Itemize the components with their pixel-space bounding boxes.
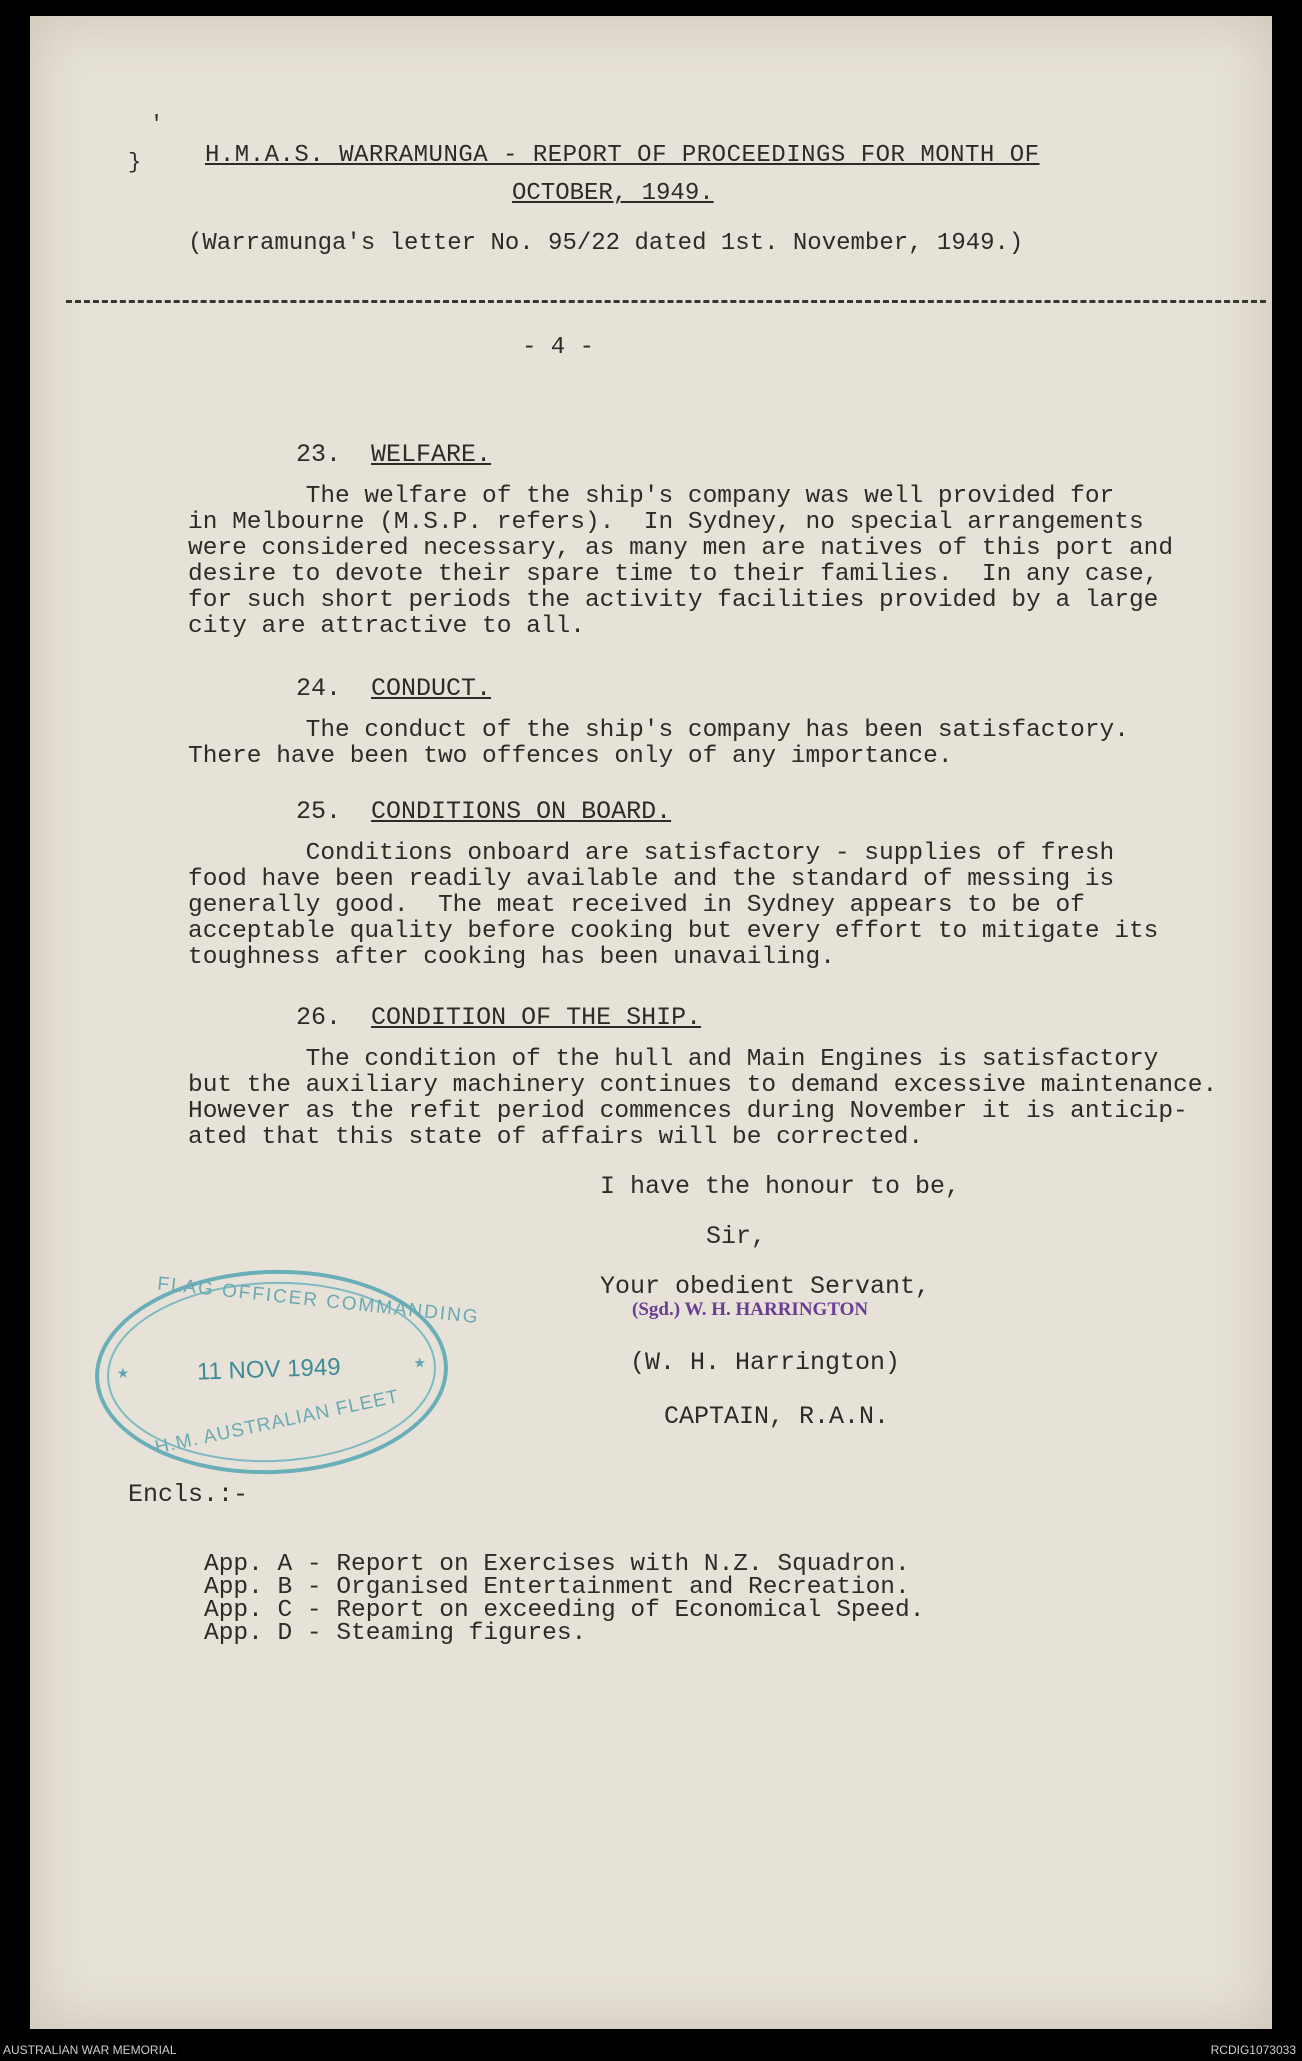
text-line: were considered necessary, as many men are natives of this port and	[188, 535, 1174, 562]
text-line: in Melbourne (M.S.P. refers). In Sydney, no special arrangements	[188, 509, 1144, 536]
text-line: The welfare of the ship's company was well provided for	[188, 483, 1115, 510]
text-line: The condition of the hull and Main Engines is satisfactory	[188, 1046, 1159, 1073]
section-title: CONDITION OF THE SHIP.	[371, 1003, 702, 1032]
text-line: food have been readily available and the standard of messing is	[188, 866, 1115, 893]
enclosures-label: Encls.:-	[128, 1480, 249, 1509]
document-title: H.M.A.S. WARRAMUNGA - REPORT OF PROCEEDINGS FOR MONTH OF	[205, 142, 1040, 169]
dashed-divider	[66, 300, 1266, 303]
section-number: 26.	[296, 1003, 342, 1032]
section-title: CONDITIONS ON BOARD.	[371, 797, 672, 826]
text-line: Conditions onboard are satisfactory - supplies of fresh	[188, 840, 1115, 867]
text-line: desire to devote their spare time to their families. In any case,	[188, 561, 1159, 588]
closing-honour: I have the honour to be,	[600, 1172, 961, 1201]
footer-source: AUSTRALIAN WAR MEMORIAL	[3, 2043, 177, 2057]
stamp-top-text: FLAG OFFICER COMMANDING	[156, 1273, 481, 1329]
text-line: toughness after cooking has been unavailing.	[188, 944, 835, 971]
text-line: generally good. The meat received in Sydney appears to be of	[188, 892, 1085, 919]
list-item: App. A - Report on Exercises with N.Z. Squadron.	[204, 1551, 910, 1578]
margin-mark: }	[128, 150, 142, 175]
text-line: for such short periods the activity facilities provided by a large	[188, 587, 1159, 614]
list-item: App. C - Report on exceeding of Economical Speed.	[204, 1597, 925, 1624]
section-title: CONDUCT.	[371, 674, 492, 703]
stamp-bottom-text: H.M. AUSTRALIAN FLEET	[153, 1386, 402, 1459]
letter-reference: (Warramunga's letter No. 95/22 dated 1st. November, 1949.)	[188, 230, 1024, 257]
section-number: 25.	[296, 797, 342, 826]
document-title-line2: OCTOBER, 1949.	[512, 180, 714, 207]
list-item: App. B - Organised Entertainment and Recreation.	[204, 1574, 910, 1601]
signatory-rank: CAPTAIN, R.A.N.	[664, 1402, 890, 1431]
star-icon: ★	[116, 1361, 130, 1386]
section-number: 23.	[296, 440, 342, 469]
text-line: The conduct of the ship's company has been satisfactory.	[188, 717, 1129, 744]
section-number: 24.	[296, 674, 342, 703]
text-line: ated that this state of affairs will be corrected.	[188, 1124, 924, 1151]
closing-salutation: Sir,	[706, 1222, 767, 1251]
footer-id: RCDIG1073033	[1210, 2043, 1296, 2057]
star-icon: ★	[413, 1351, 427, 1376]
closing-servant: Your obedient Servant,	[600, 1272, 931, 1301]
text-line: city are attractive to all.	[188, 613, 585, 640]
list-item: App. D - Steaming figures.	[204, 1620, 587, 1647]
text-line: There have been two offences only of any importance.	[188, 743, 953, 770]
text-line: acceptable quality before cooking but every effort to mitigate its	[188, 918, 1159, 945]
section-title: WELFARE.	[371, 440, 492, 469]
enclosures-list	[204, 1530, 1264, 1668]
margin-mark: '	[150, 112, 164, 137]
text-line: but the auxiliary machinery continues to demand excessive maintenance.	[188, 1072, 1218, 1099]
section-25-body	[188, 815, 1248, 997]
archive-footer	[0, 2040, 1302, 2061]
page-number: - 4 -	[522, 334, 595, 361]
text-line: However as the refit period commences during November it is anticip-	[188, 1098, 1188, 1125]
signature-stamp: (Sgd.) W. H. HARRINGTON	[632, 1299, 869, 1320]
section-26-body	[188, 1021, 1248, 1177]
stamp-date: 11 NOV 1949	[196, 1353, 341, 1386]
signatory-name: (W. H. Harrington)	[630, 1348, 901, 1377]
section-23-body	[188, 458, 1248, 666]
